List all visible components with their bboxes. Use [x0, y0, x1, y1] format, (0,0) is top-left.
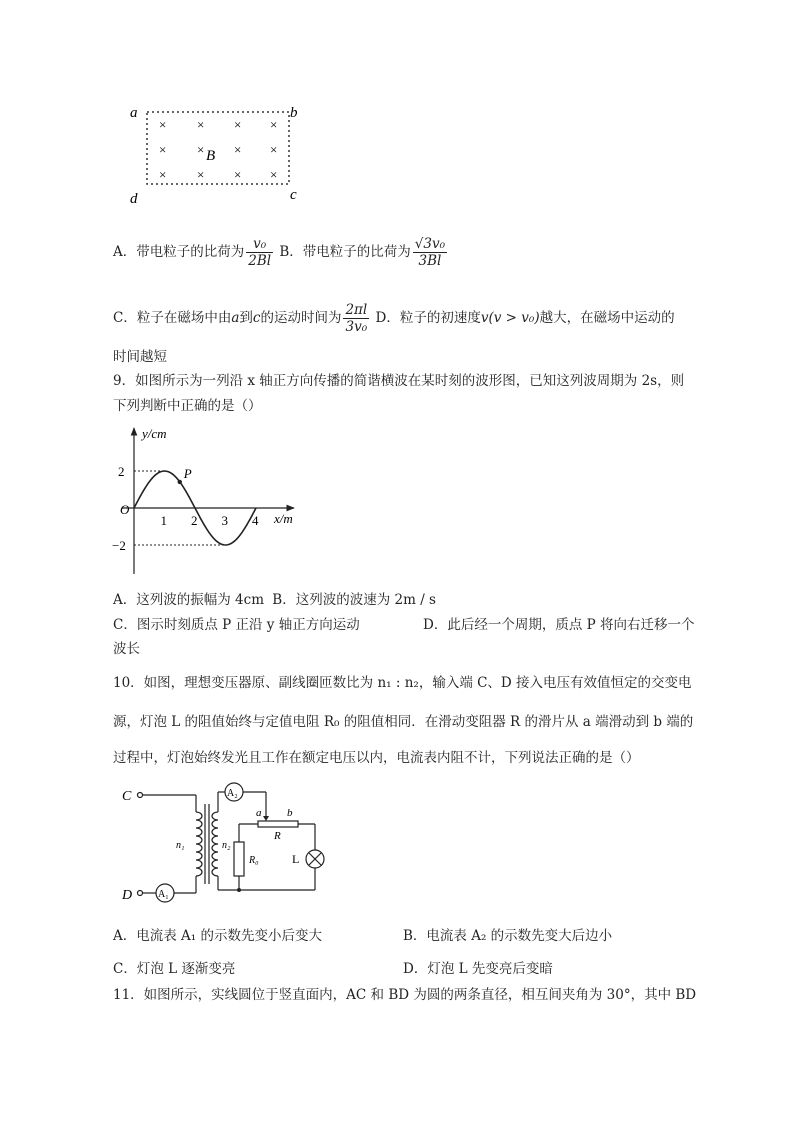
fraction-denominator: 3v₀ [345, 319, 368, 335]
q8-option-a[interactable] [113, 236, 279, 269]
field-crosses [159, 117, 277, 182]
junction-dot [237, 888, 241, 892]
q9-option-a[interactable]: A．这列波的振幅为 4cm [113, 592, 264, 608]
field-cross-0-2: × [234, 117, 242, 132]
q8-option-b-text: B．带电粒子的比荷为 [279, 244, 411, 260]
field-cross-1-0: × [159, 142, 167, 157]
q10-option-c[interactable]: C．灯泡 L 逐渐变亮 [113, 961, 236, 977]
q8-options-cd [113, 302, 675, 335]
field-boundary [147, 112, 289, 184]
q10-stem-line2: 源，灯泡 L 的阻值始终与定值电阻 R₀ 的阻值相同．在滑动变阻器 R 的滑片从 a 端滑动到 b 端的 [113, 714, 694, 730]
q8-option-a-text: A．带电粒子的比荷为 [113, 244, 245, 260]
x-tick-3: 3 [221, 513, 228, 528]
q9-option-d-continued: 波长 [113, 641, 140, 657]
y-axis-label: y/cm [142, 426, 167, 441]
x-tick-1: 1 [160, 513, 167, 528]
label-n1: n₁ [176, 840, 185, 851]
q9-option-b[interactable]: B．这列波的波速为 2m / s [272, 592, 436, 608]
x-tick-4: 4 [252, 513, 259, 528]
terminal-C: C [122, 789, 132, 804]
terminal-D-node [138, 891, 143, 896]
field-cross-2-1: × [197, 167, 205, 182]
q8-option-c[interactable] [113, 302, 376, 335]
field-cross-1-1: × [197, 142, 205, 157]
corner-b: b [290, 105, 298, 121]
origin-label: O [120, 502, 130, 517]
q10-stem-line3: 过程中，灯泡始终发光且工作在额定电压以内，电流表内阻不计，下列说法正确的是（） [113, 750, 640, 766]
fraction-numerator: v₀ [246, 236, 273, 253]
x-tick-2: 2 [191, 513, 198, 528]
q11-stem-line1: 11．如图所示，实线圆位于竖直面内，AC 和 BD 为圆的两条直径，相互间夹角为 30°，其中 BD [113, 987, 697, 1003]
point-P-marker [178, 480, 182, 484]
point-P-label: P [183, 465, 192, 481]
q8-option-c-fraction [343, 302, 369, 335]
lamp-L-label: L [292, 852, 300, 866]
rheostat-end-a: a [256, 807, 262, 819]
q10-option-b[interactable]: B．电流表 A₂ 的示数先变大后边小 [403, 928, 613, 944]
rheostat-slider-arrow [263, 816, 269, 821]
field-cross-2-2: × [234, 167, 242, 182]
q8-option-c-suffix: 的运动时间为 [260, 310, 342, 326]
corner-c: c [290, 187, 297, 203]
field-label-B: B [206, 148, 216, 164]
q9-option-d[interactable]: D．此后经一个周期，质点 P 将向右迁移一个 [423, 617, 695, 633]
q8-option-c-mid: 到 [239, 310, 253, 326]
corner-d: d [130, 191, 138, 207]
ammeter-A2-label: A₂ [227, 788, 238, 799]
fraction-denominator: 2Bl [248, 253, 272, 269]
q8-option-a-fraction [246, 236, 273, 269]
q10-stem-line1: 10．如图，理想变压器原、副线圈匝数比为 n₁ : n₂，输入端 C、D 接入电压有效值恒定的交变电 [113, 675, 692, 691]
q8-option-d-suffix: 越大，在磁场中运动的 [539, 310, 675, 326]
y-tick-2: 2 [118, 464, 125, 479]
q8-options-ab [113, 236, 449, 269]
q9-options-ab [113, 590, 436, 610]
resistor-R0 [234, 842, 244, 876]
fraction-numerator: 2πl [345, 302, 368, 318]
terminal-C-node [138, 793, 143, 798]
fraction-numerator: √3v₀ [414, 236, 446, 252]
label-n2: n₂ [222, 840, 231, 851]
q8-option-d-condition: v(v > v₀) [480, 310, 540, 326]
q8-option-d-text: D．粒子的初速度 [375, 310, 481, 326]
field-cross-1-2: × [234, 142, 242, 157]
q8-option-d[interactable] [376, 310, 675, 326]
terminal-D: D [122, 888, 133, 903]
q9-stem-line1: 9．如图所示为一列沿 x 轴正方向传播的简谐横波在某时刻的波形图，已知这列波周期为 2s，则 [113, 373, 685, 389]
secondary-coil [212, 812, 218, 876]
corner-a: a [130, 105, 138, 121]
field-cross-0-3: × [270, 117, 278, 132]
fraction-denominator: 3Bl [418, 253, 442, 269]
primary-coil [196, 812, 202, 876]
magnetic-field-figure [120, 98, 320, 210]
point-a: a [231, 310, 240, 326]
field-cross-0-1: × [197, 117, 205, 132]
field-cross-1-3: × [270, 142, 278, 157]
q10-option-a[interactable]: A．电流表 A₁ 的示数先变小后变大 [113, 928, 322, 944]
rheostat-R [258, 821, 298, 827]
field-cross-2-3: × [270, 167, 278, 182]
q9-stem-line2: 下列判断中正确的是（） [113, 398, 262, 414]
x-axis-label: x/m [274, 511, 293, 526]
q8-option-b-fraction [413, 236, 447, 269]
point-c: c [252, 310, 261, 326]
resistor-R0-label: R₀ [249, 855, 259, 866]
field-cross-0-0: × [159, 117, 167, 132]
ammeter-A1-label: A₁ [158, 889, 169, 900]
y-tick-neg2: −2 [112, 538, 126, 553]
rheostat-end-b: b [287, 807, 293, 819]
q8-option-c-text: C．粒子在磁场中由 [113, 310, 232, 326]
q8-option-d-continued: 时间越短 [113, 349, 167, 365]
q8-option-b[interactable] [279, 236, 449, 269]
q9-option-c[interactable]: C．图示时刻质点 P 正沿 y 轴正方向运动 [113, 617, 360, 633]
transformer-circuit [118, 780, 348, 906]
wave-graph [112, 424, 312, 586]
field-cross-2-0: × [159, 167, 167, 182]
q10-option-d[interactable]: D．灯泡 L 先变亮后变暗 [403, 961, 553, 977]
rheostat-R-label: R [274, 830, 281, 842]
